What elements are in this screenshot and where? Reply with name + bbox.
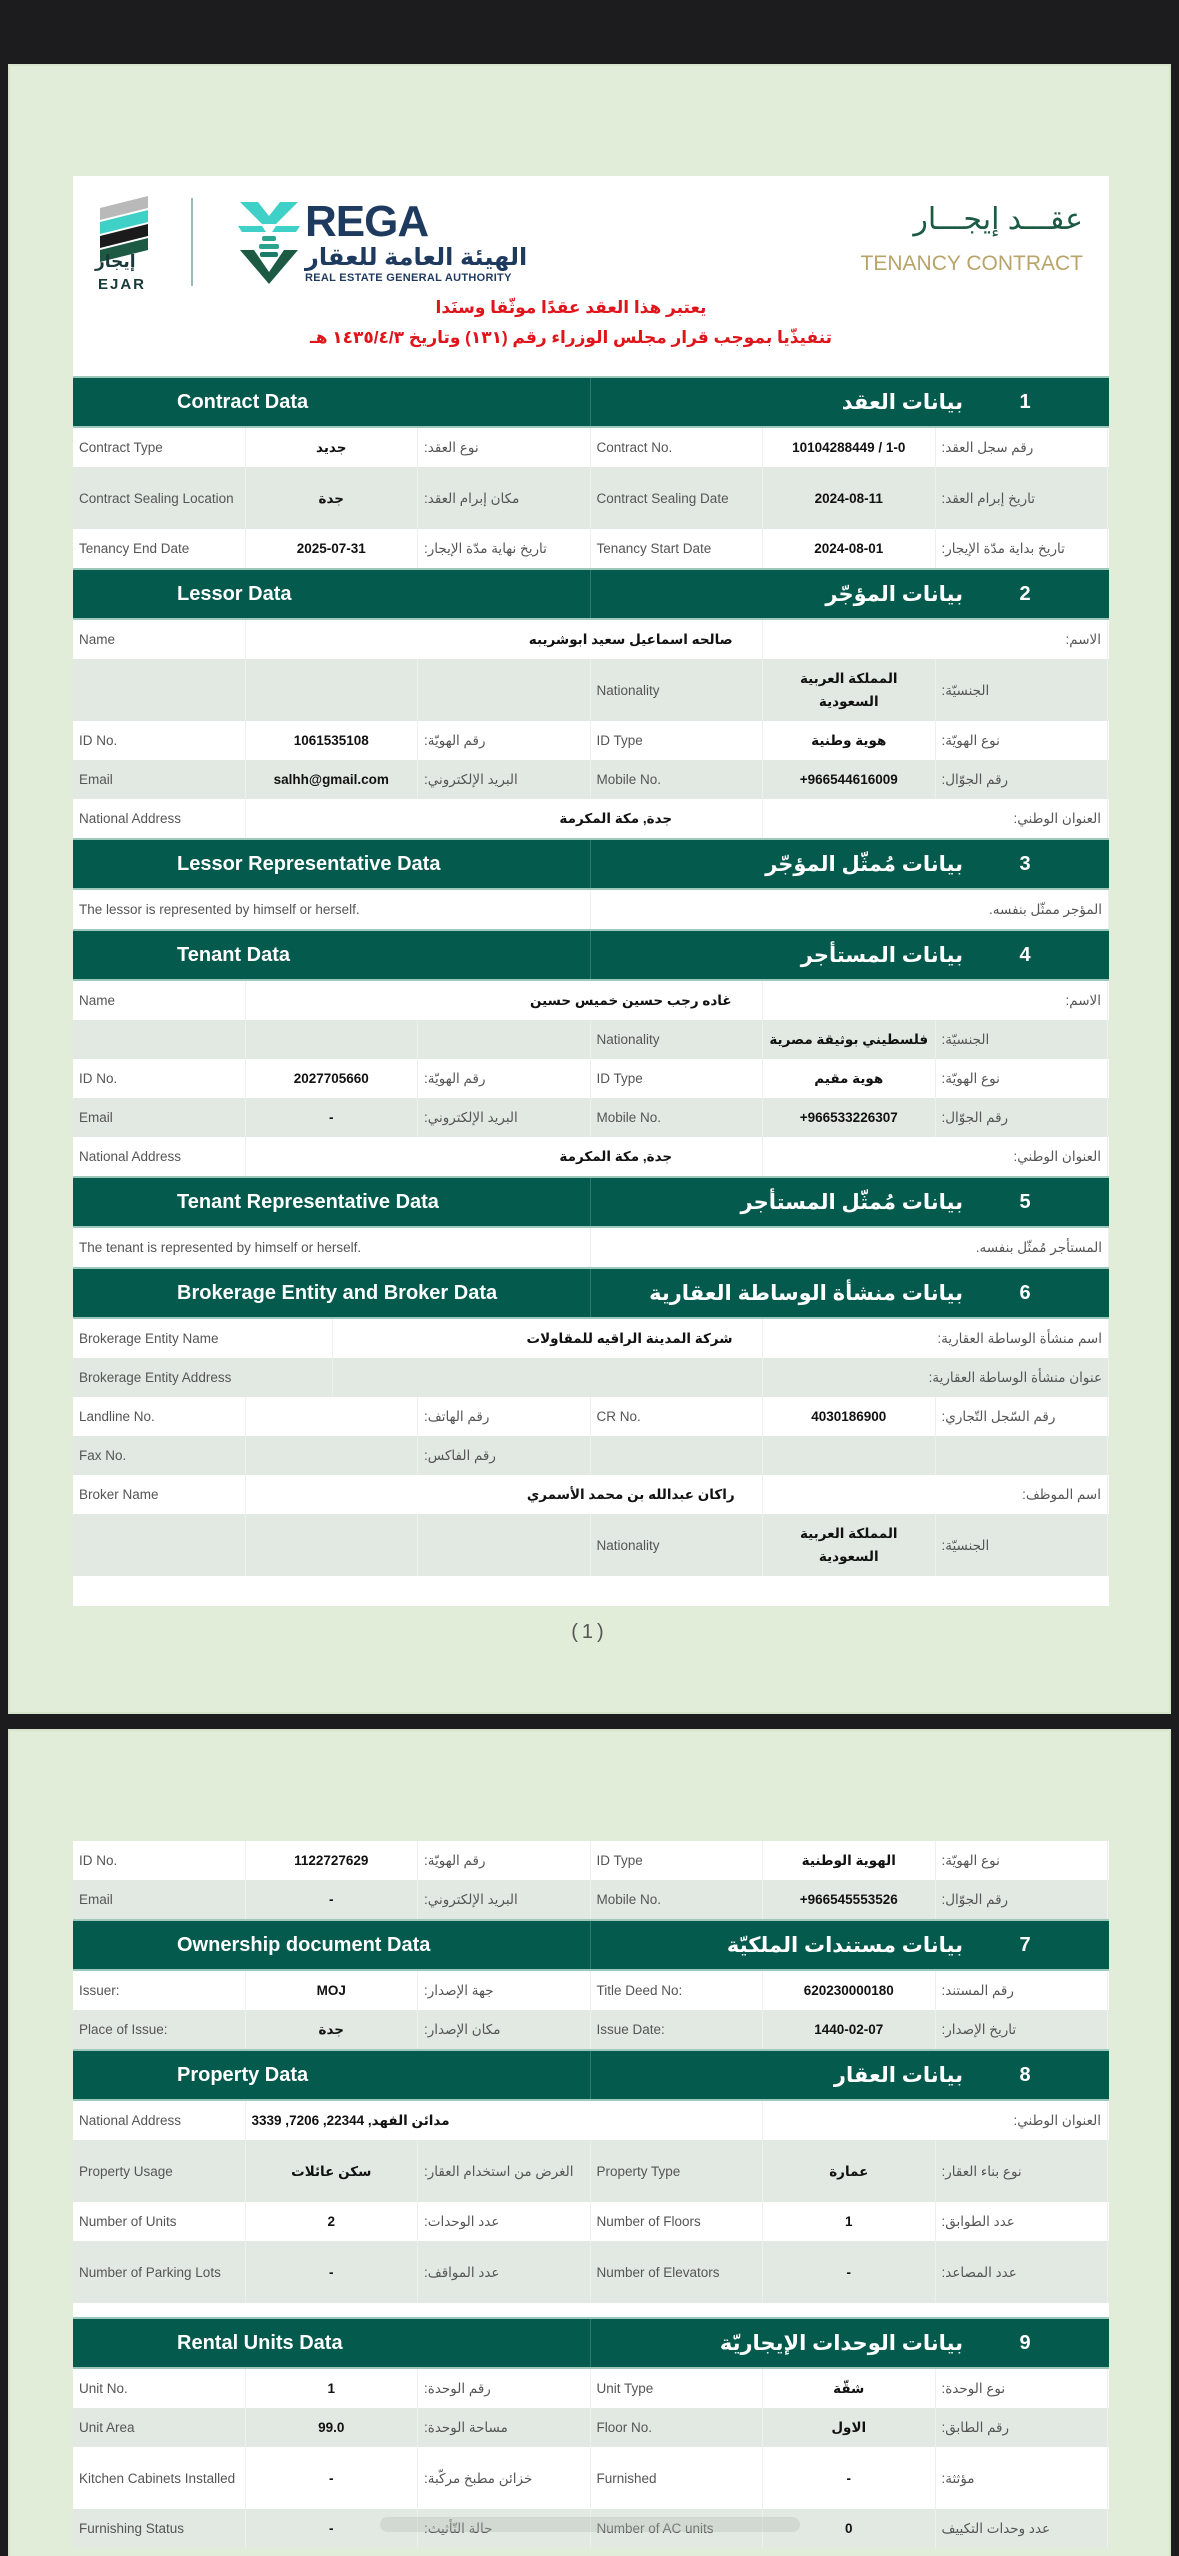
field-label-ar: عدد وحدات التكييف xyxy=(936,2509,1109,2548)
field-label-en: Contract No. xyxy=(591,428,764,467)
field-label-en: Fax No. xyxy=(73,1436,246,1475)
field-label-ar-text: الاسم: xyxy=(1065,993,1101,1008)
table-row xyxy=(73,529,1109,568)
field-label-ar-text: العنوان الوطني: xyxy=(1013,811,1101,826)
field-value: 10104288449 / 1-0 xyxy=(763,428,936,467)
table-row xyxy=(73,1514,1109,1576)
field-label-en: CR No. xyxy=(591,1397,764,1436)
field-label-en: Broker Name xyxy=(73,1475,246,1514)
field-label-en: Name xyxy=(73,620,246,659)
rega-logo-ar: الهيئة العامة للعقار xyxy=(305,244,528,271)
section-number: 1 xyxy=(1019,390,1031,413)
legal-notice-line-1: يعتبر هذا العقد عقدًا موثّقا وسنَدا xyxy=(435,298,707,317)
section-number: 4 xyxy=(1019,943,1031,966)
section-header-tenant-rep xyxy=(73,1176,1109,1228)
field-label-en: Floor No. xyxy=(591,2408,764,2447)
tenant-name-value: غاده رجب حسين خميس حسين xyxy=(246,981,764,1020)
broker-email-value: - xyxy=(246,1880,419,1919)
field-label-ar: رقم الهويّة: xyxy=(418,721,591,760)
field-label-ar: مكان الإصدار: xyxy=(418,2010,591,2049)
tenant-address-value: جدة, مكة المكرمة xyxy=(246,1137,764,1176)
field-value: جدة xyxy=(246,467,419,529)
field-value: 620230000180 xyxy=(763,1971,936,2010)
document-title-en: TENANCY CONTRACT xyxy=(860,252,1083,275)
field-label-ar: البريد الإلكتروني: xyxy=(418,760,591,799)
broker-id-value: 1122727629 xyxy=(246,1841,419,1880)
field-value: شقّة xyxy=(763,2369,936,2408)
table-row xyxy=(73,467,1109,529)
field-label-en: Mobile No. xyxy=(591,760,764,799)
field-label-en: Property Usage xyxy=(73,2140,246,2202)
lessor-nationality-value: المملكة العربية السعودية xyxy=(763,659,936,721)
field-value: 2 xyxy=(246,2202,419,2241)
field-label-ar: تاريخ نهاية مدّة الإيجار: xyxy=(418,529,591,568)
table-row xyxy=(73,890,1109,929)
brokerage-landline-value xyxy=(246,1397,419,1436)
property-address-value: مدائن الفهد, 22344, 7206, 3339 xyxy=(246,2101,764,2140)
field-label-ar: رقم الجوّال: xyxy=(936,1098,1109,1137)
legal-notice-line-2: تنفيذّيا بموجب قرار مجلس الوزراء رقم (١٣١) وتاريخ ١٤٣٥/٤/٣ هـ xyxy=(309,328,833,347)
field-label-en: Landline No. xyxy=(73,1397,246,1436)
field-label-en: ID No. xyxy=(73,1059,246,1098)
field-label-en: Number of Parking Lots xyxy=(73,2241,246,2303)
field-label-en: Kitchen Cabinets Installed xyxy=(73,2447,246,2509)
field-label-ar: مساحة الوحدة: xyxy=(418,2408,591,2447)
field-value: 1 xyxy=(763,2202,936,2241)
field-label-en: Place of Issue: xyxy=(73,2010,246,2049)
table-row xyxy=(73,1098,1109,1137)
section-header-property xyxy=(73,2049,1109,2101)
section-title-en: Contract Data xyxy=(73,378,591,426)
field-label-ar: رقم الفاكس: xyxy=(418,1436,591,1475)
field-label-en: Mobile No. xyxy=(591,1098,764,1137)
field-label-ar: نوع الوحدة: xyxy=(936,2369,1109,2408)
section-title-en: Property Data xyxy=(73,2051,591,2099)
field-label-ar: رقم الهويّة: xyxy=(418,1841,591,1880)
field-label-ar: رقم المستند: xyxy=(936,1971,1109,2010)
field-label-ar-text: اسم الموظف: xyxy=(1022,1487,1101,1502)
home-indicator-bar[interactable] xyxy=(380,2517,800,2532)
field-label-en: Title Deed No: xyxy=(591,1971,764,2010)
brokerage-cr-value: 4030186900 xyxy=(763,1397,936,1436)
table-row xyxy=(73,760,1109,799)
field-label-ar-text: الاسم: xyxy=(1065,632,1101,647)
field-label-en: Unit Area xyxy=(73,2408,246,2447)
table-row xyxy=(73,659,1109,721)
field-label-en: National Address xyxy=(73,1137,246,1176)
table-row xyxy=(73,1397,1109,1436)
field-value: 2024-08-01 xyxy=(763,529,936,568)
field-label-ar: عدد المصاعد: xyxy=(936,2241,1109,2303)
tenant-rep-text-ar: المستأجر مُمثّل بنفسه. xyxy=(591,1228,1109,1267)
table-row xyxy=(73,1137,1109,1176)
field-label-en: Tenancy End Date xyxy=(73,529,246,568)
field-value: 99.0 xyxy=(246,2408,419,2447)
field-value: جديد xyxy=(246,428,419,467)
page-number: (1) xyxy=(571,1621,608,1643)
field-value: 1 xyxy=(246,2369,419,2408)
table-row xyxy=(73,2202,1109,2241)
table-row xyxy=(73,2408,1109,2447)
section-title-ar: بيانات مستندات الملكيّة xyxy=(726,1933,963,1957)
field-label-en: Nationality xyxy=(591,1514,764,1576)
field-label-en: Brokerage Entity Address xyxy=(73,1358,333,1397)
brokerage-entity-address-value xyxy=(333,1358,763,1397)
table-row xyxy=(73,2010,1109,2049)
field-label-ar: عدد المواقف: xyxy=(418,2241,591,2303)
broker-mobile-value: +966545553526 xyxy=(763,1880,936,1919)
field-label-ar: نوع الهويّة: xyxy=(936,1059,1109,1098)
tenant-id-type-value: هوية مقيم xyxy=(763,1059,936,1098)
section-header-brokerage xyxy=(73,1267,1109,1319)
field-label-ar: تاريخ بداية مدّة الإيجار: xyxy=(936,529,1109,568)
field-label-ar-text: العنوان الوطني: xyxy=(1013,1149,1101,1164)
field-label-ar: خزائن مطبخ مركّبة: xyxy=(418,2447,591,2509)
document-page-1 xyxy=(8,64,1171,1714)
table-row xyxy=(73,1880,1109,1919)
document-title-ar: عقـــد إيجـــار xyxy=(913,203,1083,236)
table-row xyxy=(73,1971,1109,2010)
table-row xyxy=(73,1475,1109,1514)
table-row xyxy=(73,2101,1109,2140)
lessor-name-value: صالحه اسماعيل سعيد ابوشريبه xyxy=(246,620,764,659)
field-label-en: Contract Sealing Date xyxy=(591,467,764,529)
section-header-ownership xyxy=(73,1919,1109,1971)
field-label-en: Email xyxy=(73,1098,246,1137)
field-label-ar: رقم الوحدة: xyxy=(418,2369,591,2408)
field-label-en: Nationality xyxy=(591,659,764,721)
field-label-ar: عدد الطوابق: xyxy=(936,2202,1109,2241)
field-label-en: National Address xyxy=(73,2101,246,2140)
field-label-en: Email xyxy=(73,760,246,799)
section-title-en: Ownership document Data xyxy=(73,1921,591,1969)
field-label-ar-text: العنوان الوطني: xyxy=(1013,2113,1101,2128)
section-number: 6 xyxy=(1019,1281,1031,1304)
field-label-ar: عدد الوحدات: xyxy=(418,2202,591,2241)
brokerage-fax-value xyxy=(246,1436,419,1475)
field-label-en: Number of Floors xyxy=(591,2202,764,2241)
field-label-en: Contract Type xyxy=(73,428,246,467)
field-label-ar-text: اسم منشأة الوساطة العقارية: xyxy=(937,1331,1102,1346)
section-number: 8 xyxy=(1019,2063,1031,2086)
table-row xyxy=(73,2241,1109,2303)
field-value: - xyxy=(763,2447,936,2509)
section-title-en: Brokerage Entity and Broker Data xyxy=(73,1269,591,1317)
document-page-2 xyxy=(8,1729,1171,2556)
table-row xyxy=(73,1228,1109,1267)
section-number: 5 xyxy=(1019,1190,1031,1213)
field-label-en: Number of Units xyxy=(73,2202,246,2241)
section-title-ar: بيانات العقار xyxy=(833,2063,963,2087)
field-label-en: Number of Elevators xyxy=(591,2241,764,2303)
section-header-lessor-rep xyxy=(73,838,1109,890)
table-row xyxy=(73,1436,1109,1475)
field-label-en: Tenancy Start Date xyxy=(591,529,764,568)
lessor-email-value: salhh@gmail.com xyxy=(246,760,419,799)
logo-divider xyxy=(191,198,193,286)
field-label-en: Unit Type xyxy=(591,2369,764,2408)
field-label-ar: مكان إبرام العقد: xyxy=(418,467,591,529)
table-row xyxy=(73,1020,1109,1059)
lessor-rep-text-ar: المؤجر ممثّل بنفسه. xyxy=(591,890,1109,929)
section-number: 7 xyxy=(1019,1933,1031,1956)
section-title-ar: بيانات مُمثّل المؤجّر xyxy=(765,852,963,876)
field-label-ar: تاريخ الإصدار: xyxy=(936,2010,1109,2049)
field-label-en: ID No. xyxy=(73,721,246,760)
lessor-mobile-value: +966544616009 xyxy=(763,760,936,799)
field-label-ar: الجنسيّة: xyxy=(936,1020,1109,1059)
table-row xyxy=(73,428,1109,467)
section-header-rental-units xyxy=(73,2317,1109,2369)
field-label-ar: رقم الجوّال: xyxy=(936,1880,1109,1919)
field-label-en: Brokerage Entity Name xyxy=(73,1319,333,1358)
field-label-en: Number of AC units xyxy=(591,2509,764,2548)
contract-sheet-continued xyxy=(73,1841,1109,2556)
tenant-email-value: - xyxy=(246,1098,419,1137)
lessor-rep-text-en: The lessor is represented by himself or herself. xyxy=(73,890,591,929)
field-label-ar: تاريخ إبرام العقد: xyxy=(936,467,1109,529)
field-label-en: Property Type xyxy=(591,2140,764,2202)
field-label-en: Furnishing Status xyxy=(73,2509,246,2548)
table-row xyxy=(73,2369,1109,2408)
field-label-ar xyxy=(763,620,1108,659)
ejar-logo-en: EJAR xyxy=(98,276,147,293)
rega-palm-logo-icon xyxy=(236,198,302,286)
field-label-ar: نوع بناء العقار: xyxy=(936,2140,1109,2202)
document-header xyxy=(73,176,1109,376)
field-label-ar: رقم سجل العقد: xyxy=(936,428,1109,467)
section-title-ar: بيانات المستأجر xyxy=(800,943,963,967)
field-label-en: National Address xyxy=(73,799,246,838)
field-label-ar: البريد الإلكتروني: xyxy=(418,1880,591,1919)
table-row xyxy=(73,799,1109,838)
field-label-en: ID Type xyxy=(591,721,764,760)
table-row xyxy=(73,2447,1109,2509)
table-row xyxy=(73,620,1109,659)
tenant-nationality-value: فلسطيني بوثيقة مصرية xyxy=(763,1020,936,1059)
field-value: 0 xyxy=(763,2509,936,2548)
lessor-address-value: جدة, مكة المكرمة xyxy=(246,799,764,838)
field-value: 1440-02-07 xyxy=(763,2010,936,2049)
field-value: سكن عائلات xyxy=(246,2140,419,2202)
field-label-ar: الجنسيّة: xyxy=(936,1514,1109,1576)
table-row xyxy=(73,1319,1109,1358)
field-value: - xyxy=(246,2509,419,2548)
ejar-logo-ar: إيجار xyxy=(95,252,136,271)
field-label-ar: نوع الهويّة: xyxy=(936,721,1109,760)
field-label-ar: الجنسيّة: xyxy=(936,659,1109,721)
section-title-ar: بيانات الوحدات الإيجاريّة xyxy=(719,2331,963,2355)
section-title-en: Tenant Representative Data xyxy=(73,1178,591,1226)
table-row xyxy=(73,1358,1109,1397)
field-value: جدة xyxy=(246,2010,419,2049)
field-label-en: Name xyxy=(73,981,246,1020)
section-title-en: Lessor Representative Data xyxy=(73,840,591,888)
field-label-ar: مؤثثة: xyxy=(936,2447,1109,2509)
lessor-id-type-value: هوية وطنية xyxy=(763,721,936,760)
lessor-id-value: 1061535108 xyxy=(246,721,419,760)
tenant-id-value: 2027705660 xyxy=(246,1059,419,1098)
field-label-en: ID Type xyxy=(591,1841,764,1880)
field-label-en: ID Type xyxy=(591,1059,764,1098)
field-value: عمارة xyxy=(763,2140,936,2202)
field-label-ar: البريد الإلكتروني: xyxy=(418,1098,591,1137)
field-label-ar: حالة التّأثيث: xyxy=(418,2509,591,2548)
field-label-en: Issuer: xyxy=(73,1971,246,2010)
broker-name-value: راكان عبدالله بن محمد الأسمري xyxy=(246,1475,764,1514)
section-title-en: Lessor Data xyxy=(73,570,591,618)
field-label-ar: نوع العقد: xyxy=(418,428,591,467)
table-row xyxy=(73,1059,1109,1098)
field-label-en: ID No. xyxy=(73,1841,246,1880)
field-label-ar: رقم الجوّال: xyxy=(936,760,1109,799)
field-label-ar: نوع الهويّة: xyxy=(936,1841,1109,1880)
table-row xyxy=(73,1841,1109,1880)
field-label-ar: الغرض من استخدام العقار: xyxy=(418,2140,591,2202)
tenant-rep-text-en: The tenant is represented by himself or herself. xyxy=(73,1228,591,1267)
section-number: 2 xyxy=(1019,582,1031,605)
table-row xyxy=(73,981,1109,1020)
field-label-en: Email xyxy=(73,1880,246,1919)
field-label-ar: جهة الإصدار: xyxy=(418,1971,591,2010)
field-label-en: Contract Sealing Location xyxy=(73,467,246,529)
section-header-contract xyxy=(73,376,1109,428)
rega-logo-en: REGA xyxy=(305,197,429,246)
field-value: 2025-07-31 xyxy=(246,529,419,568)
field-label-en: Nationality xyxy=(591,1020,764,1059)
table-row xyxy=(73,721,1109,760)
field-value: MOJ xyxy=(246,1971,419,2010)
field-label-en: Furnished xyxy=(591,2447,764,2509)
section-title-en: Rental Units Data xyxy=(73,2319,591,2367)
rega-logo-subtitle: REAL ESTATE GENERAL AUTHORITY xyxy=(305,272,512,284)
field-value: 2024-08-11 xyxy=(763,467,936,529)
field-label-en: Issue Date: xyxy=(591,2010,764,2049)
section-header-tenant xyxy=(73,929,1109,981)
table-row xyxy=(73,2140,1109,2202)
field-label-ar: رقم الطابق: xyxy=(936,2408,1109,2447)
field-value: - xyxy=(246,2241,419,2303)
field-label-en: Unit No. xyxy=(73,2369,246,2408)
field-label-ar-text: عنوان منشأة الوساطة العقارية: xyxy=(928,1370,1102,1385)
field-value: الاول xyxy=(763,2408,936,2447)
field-label-en: Mobile No. xyxy=(591,1880,764,1919)
brokerage-entity-name-value: شركة المدينة الراقيه للمقاولات xyxy=(333,1319,763,1358)
section-title-ar: بيانات المؤجّر xyxy=(825,582,963,606)
section-number: 3 xyxy=(1019,852,1031,875)
field-value: - xyxy=(246,2447,419,2509)
tenant-mobile-value: +966533226307 xyxy=(763,1098,936,1137)
broker-id-type-value: الهوية الوطنية xyxy=(763,1841,936,1880)
field-value: - xyxy=(763,2241,936,2303)
field-label-ar: رقم السّجل التّجاري: xyxy=(936,1397,1109,1436)
field-label-ar: رقم الهاتف: xyxy=(418,1397,591,1436)
section-title-ar: بيانات العقد xyxy=(841,390,963,414)
section-header-lessor xyxy=(73,568,1109,620)
section-title-ar: بيانات منشأة الوساطة العقارية xyxy=(649,1281,963,1305)
section-number: 9 xyxy=(1019,2331,1031,2354)
section-title-en: Tenant Data xyxy=(73,931,591,979)
broker-nationality-value: المملكة العربية السعودية xyxy=(763,1514,936,1576)
contract-sheet xyxy=(73,176,1109,1606)
section-title-ar: بيانات مُمثّل المستأجر xyxy=(740,1190,963,1214)
field-label-ar: رقم الهويّة: xyxy=(418,1059,591,1098)
